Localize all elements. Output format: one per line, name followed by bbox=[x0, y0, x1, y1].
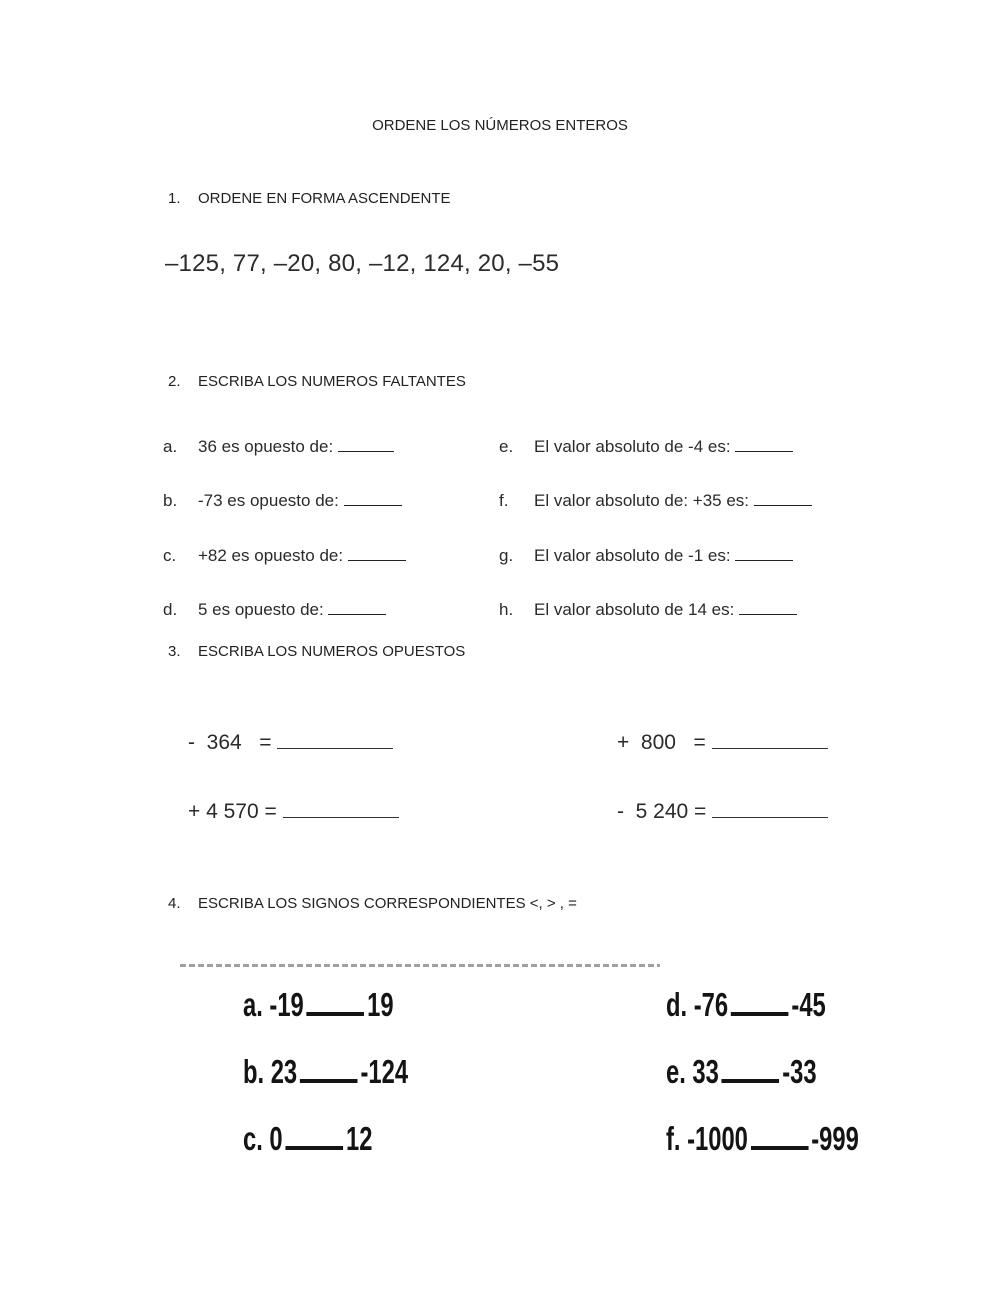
item-letter: c. bbox=[163, 546, 177, 565]
comparison-item-d bbox=[666, 984, 826, 1024]
right-number: -45 bbox=[791, 986, 826, 1023]
answer-blank[interactable] bbox=[712, 728, 828, 749]
right-number: -33 bbox=[782, 1053, 817, 1090]
answer-blank[interactable] bbox=[338, 435, 394, 452]
item-text: El valor absoluto de -4 es: bbox=[534, 437, 731, 456]
left-number: 0 bbox=[269, 1120, 283, 1157]
section-1-heading bbox=[168, 190, 451, 207]
item-text: +82 es opuesto de: bbox=[198, 546, 344, 565]
answer-blank[interactable] bbox=[722, 1051, 780, 1083]
answer-blank[interactable] bbox=[751, 1118, 809, 1150]
missing-item-g bbox=[499, 544, 793, 566]
comparison-item-e bbox=[666, 1051, 817, 1091]
number-sequence: –125, 77, –20, 80, –12, 124, 20, –55 bbox=[165, 250, 560, 277]
answer-blank[interactable] bbox=[735, 435, 793, 452]
item-letter: d. bbox=[666, 986, 688, 1023]
item-text: El valor absoluto de -1 es: bbox=[534, 546, 731, 565]
opposite-expression: + 4 570 = bbox=[188, 800, 277, 823]
item-text: 5 es opuesto de: bbox=[198, 600, 324, 619]
item-text: El valor absoluto de 14 es: bbox=[534, 600, 735, 619]
item-letter: g. bbox=[499, 546, 514, 565]
missing-item-a bbox=[163, 435, 394, 457]
missing-item-d bbox=[163, 598, 386, 620]
item-text: El valor absoluto de: +35 es: bbox=[534, 491, 749, 510]
opposite-item-4 bbox=[617, 797, 828, 824]
missing-item-e bbox=[499, 435, 793, 457]
left-number: 23 bbox=[270, 1053, 298, 1090]
answer-blank[interactable] bbox=[731, 984, 789, 1016]
item-letter: h. bbox=[499, 600, 514, 619]
page-title: ORDENE LOS NÚMEROS ENTEROS bbox=[372, 117, 628, 134]
section-number: 2. bbox=[168, 373, 181, 390]
comparison-item-f bbox=[666, 1118, 859, 1158]
left-number: -76 bbox=[693, 986, 729, 1023]
opposite-item-2 bbox=[617, 728, 828, 755]
item-letter: e. bbox=[666, 1053, 686, 1090]
right-number: -999 bbox=[811, 1120, 859, 1157]
comparison-item-c bbox=[243, 1118, 372, 1158]
item-letter: c. bbox=[243, 1120, 263, 1157]
opposite-expression: - 364 = bbox=[188, 731, 272, 754]
opposite-expression: + 800 = bbox=[617, 731, 706, 754]
opposite-expression: - 5 240 = bbox=[617, 800, 707, 823]
right-number: 12 bbox=[346, 1120, 373, 1157]
item-letter: d. bbox=[163, 600, 178, 619]
item-text: 36 es opuesto de: bbox=[198, 437, 334, 456]
section-title: ESCRIBA LOS NUMEROS FALTANTES bbox=[198, 373, 466, 390]
item-text: -73 es opuesto de: bbox=[198, 491, 339, 510]
scan-artifact-line bbox=[180, 964, 660, 967]
comparison-item-a bbox=[243, 984, 394, 1024]
left-number: -19 bbox=[269, 986, 304, 1023]
section-title: ESCRIBA LOS SIGNOS CORRESPONDIENTES <, > , = bbox=[198, 895, 577, 912]
left-number: -1000 bbox=[687, 1120, 748, 1157]
item-letter: e. bbox=[499, 437, 514, 456]
item-letter: f. bbox=[499, 491, 509, 510]
opposite-item-3 bbox=[188, 797, 399, 824]
item-letter: b. bbox=[163, 491, 178, 510]
answer-blank[interactable] bbox=[739, 598, 797, 615]
answer-blank[interactable] bbox=[300, 1051, 358, 1083]
opposite-item-1 bbox=[188, 728, 393, 755]
left-number: 33 bbox=[692, 1053, 719, 1090]
right-number: 19 bbox=[367, 986, 394, 1023]
answer-blank[interactable] bbox=[344, 489, 402, 506]
section-number: 4. bbox=[168, 895, 181, 912]
section-number: 1. bbox=[168, 190, 181, 207]
answer-blank[interactable] bbox=[307, 984, 365, 1016]
missing-item-f bbox=[499, 489, 812, 511]
answer-blank[interactable] bbox=[283, 797, 399, 818]
missing-item-h bbox=[499, 598, 797, 620]
answer-blank[interactable] bbox=[348, 544, 406, 561]
section-2-heading bbox=[168, 373, 466, 390]
item-letter: f. bbox=[666, 1120, 681, 1157]
missing-item-b bbox=[163, 489, 402, 511]
section-3-heading bbox=[168, 643, 465, 660]
missing-item-c bbox=[163, 544, 406, 566]
answer-blank[interactable] bbox=[328, 598, 386, 615]
answer-blank[interactable] bbox=[735, 544, 793, 561]
right-number: -124 bbox=[360, 1053, 409, 1090]
section-number: 3. bbox=[168, 643, 181, 660]
section-title: ORDENE EN FORMA ASCENDENTE bbox=[198, 190, 451, 207]
answer-blank[interactable] bbox=[277, 728, 393, 749]
item-letter: a. bbox=[243, 986, 263, 1023]
item-letter: a. bbox=[163, 437, 178, 456]
answer-blank[interactable] bbox=[754, 489, 812, 506]
item-letter: b. bbox=[243, 1053, 265, 1090]
section-title: ESCRIBA LOS NUMEROS OPUESTOS bbox=[198, 643, 466, 660]
comparison-item-b bbox=[243, 1051, 408, 1091]
answer-blank[interactable] bbox=[712, 797, 828, 818]
answer-blank[interactable] bbox=[286, 1118, 344, 1150]
section-4-heading bbox=[168, 895, 577, 912]
